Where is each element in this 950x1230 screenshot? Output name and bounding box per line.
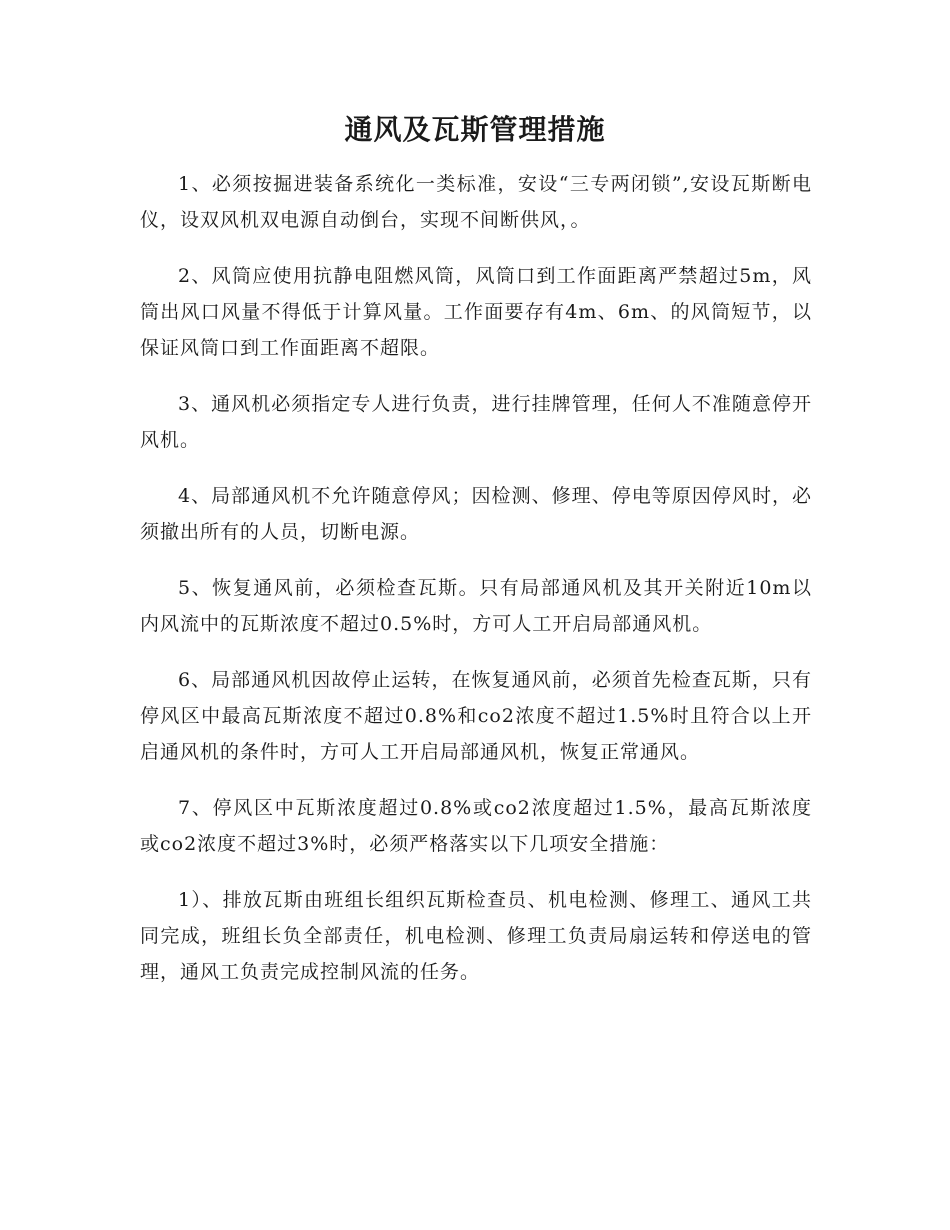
paragraph-6: 6、局部通风机因故停止运转，在恢复通风前，必须首先检查瓦斯，只有停风区中最高瓦斯浓度不超过0.8%和co2浓度不超过1.5%时且符合以上开启通风机的条件时，方可人工开启局部通风机，恢复正常通风。 [140,669,812,763]
paragraph-4: 4、局部通风机不允许随意停风；因检测、修理、停电等原因停风时，必须撤出所有的人员，切断电源。 [140,485,812,543]
paragraph-3: 3、通风机必须指定专人进行负责，进行挂牌管理，任何人不准随意停开风机。 [140,393,812,451]
document-title: 通风及瓦斯管理措施 [344,113,606,146]
paragraph-8: 1）、排放瓦斯由班组长组织瓦斯检查员、机电检测、修理工、通风工共同完成，班组长负全部责任，机电检测、修理工负责局扇运转和停送电的管理，通风工负责完成控制风流的任务。 [140,889,812,983]
paragraph-7: 7、停风区中瓦斯浓度超过0.8%或co2浓度超过1.5%，最高瓦斯浓度或co2浓度不超过3%时，必须严格落实以下几项安全措施： [140,797,812,855]
paragraph-2: 2、风筒应使用抗静电阻燃风筒，风筒口到工作面距离严禁超过5m，风筒出风口风量不得低于计算风量。工作面要存有4m、6m、的风筒短节，以保证风筒口到工作面距离不超限。 [140,265,812,359]
paragraph-5: 5、恢复通风前，必须检查瓦斯。只有局部通风机及其开关附近10m以内风流中的瓦斯浓度不超过0.5%时，方可人工开启局部通风机。 [140,577,812,635]
paragraph-1: 1、必须按掘进装备系统化一类标准，安设“三专两闭锁”,安设瓦斯断电仪，设双风机双电源自动倒台，实现不间断供风，。 [140,173,812,231]
document-body [140,166,812,1010]
